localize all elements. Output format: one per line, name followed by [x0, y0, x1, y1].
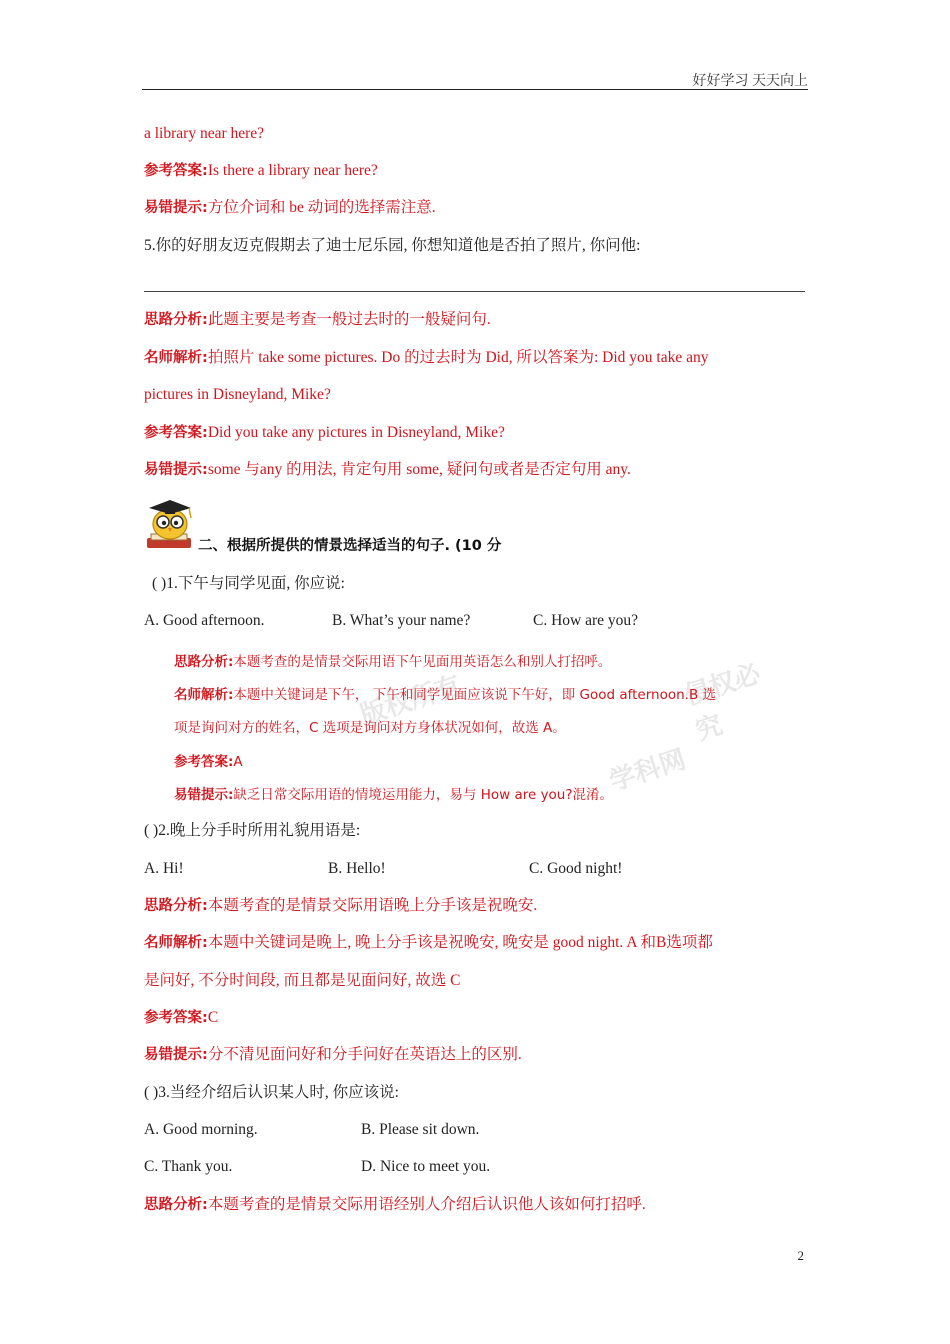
- page-number: 2: [797, 1248, 804, 1263]
- q5-answer-blank: [144, 291, 805, 292]
- s2-explain-1: 本题中关键词是晚上, 晚上分手该是祝晚安, 晚安是 good night. A 和B选项都: [207, 934, 713, 951]
- section-2-title: 二、根据所提供的情景选择适当的句子. (10 分: [198, 538, 502, 554]
- s1-answer: A: [233, 754, 243, 770]
- s1-prompt: ( )1.下午与同学见面, 你应说:: [152, 575, 345, 592]
- q5-analysis-line: [144, 310, 808, 330]
- q5-prompt: 5.你的好朋友迈克假期去了迪士尼乐园, 你想知道他是否拍了照片, 你问他:: [144, 237, 641, 254]
- s1-analysis: 本题考查的是情景交际用语下午见面用英语怎么和别人打招呼。: [233, 654, 612, 670]
- s2-answer-line: [144, 1008, 808, 1028]
- q4-tail: a library near here?: [144, 125, 265, 142]
- s2-analysis: 本题考查的是情景交际用语晚上分手该是祝晚安.: [207, 897, 538, 914]
- s1-explanation-image: [168, 640, 788, 812]
- q4-tip-label: 易错提示:: [144, 200, 208, 216]
- s1-answer-label: 参考答案:: [174, 754, 234, 770]
- q5-explain-2: pictures in Disneyland, Mike?: [144, 386, 331, 403]
- s1-explain-label: 名师解析:: [174, 687, 234, 703]
- s2-option-b: B. Hello!: [328, 860, 386, 877]
- q5-tip-line: [144, 460, 808, 480]
- watermark-copyright: 版权所有: [356, 670, 465, 732]
- s3-option-d: D. Nice to meet you.: [361, 1158, 491, 1175]
- s1-explain-line: [174, 683, 716, 703]
- watermark-warning: 侵权必究: [680, 658, 765, 747]
- s2-analysis-line: [144, 896, 808, 916]
- header-divider: [142, 89, 808, 90]
- s1-option-c: C. How are you?: [533, 612, 639, 629]
- q5-answer-line: [144, 423, 808, 443]
- owl-mascot-icon: [143, 494, 197, 552]
- s1-answer-line: [174, 750, 243, 770]
- s1-tip-line: [174, 783, 613, 803]
- s1-explain-2: 项是询问对方的姓名，C 选项是询问对方身体状况如何，故选 A。: [174, 720, 566, 736]
- q4-tip: 方位介词和 be 动词的选择需注意.: [207, 199, 436, 216]
- s3-prompt: ( )3.当经介绍后认识某人时, 你应该说:: [144, 1084, 399, 1101]
- q4-answer: Is there a library near here?: [207, 162, 378, 179]
- q4-tip-line: [144, 198, 808, 218]
- s1-tip: 缺乏日常交际用语的情境运用能力，易与 How are you?混淆。: [233, 787, 614, 803]
- s1-option-b: B. What’s your name?: [332, 612, 471, 629]
- q5-tip-label: 易错提示:: [144, 462, 208, 478]
- s2-analysis-label: 思路分析:: [144, 898, 208, 914]
- s2-tip-label: 易错提示:: [144, 1047, 208, 1063]
- s2-tip: 分不清见面问好和分手问好在英语达上的区别.: [207, 1046, 522, 1063]
- s2-answer: C: [207, 1009, 219, 1026]
- q5-answer: Did you take any pictures in Disneyland, Mike?: [207, 424, 505, 441]
- q5-explain-line: [144, 348, 808, 368]
- q5-explain-label: 名师解析:: [144, 350, 208, 366]
- s2-prompt: ( )2.晚上分手时所用礼貌用语是:: [144, 822, 361, 839]
- s1-analysis-label: 思路分析:: [174, 654, 234, 670]
- s3-analysis-label: 思路分析:: [144, 1197, 208, 1213]
- header-motto: 好好学习 天天向上: [692, 74, 808, 89]
- q5-analysis-label: 思路分析:: [144, 312, 208, 328]
- q5-explain-1: 拍照片 take some pictures. Do 的过去时为 Did, 所以答案为: Did you take any: [207, 349, 709, 366]
- s1-analysis-line: [174, 650, 611, 670]
- s2-explain-line: [144, 933, 808, 953]
- s2-option-a: A. Hi!: [144, 860, 184, 877]
- s2-explain-2: 是问好, 不分时间段, 而且都是见面问好, 故选 C: [144, 972, 461, 989]
- q5-analysis: 此题主要是考查一般过去时的一般疑问句.: [207, 311, 491, 328]
- watermark-site: 学科网: [606, 744, 690, 798]
- s2-explain-label: 名师解析:: [144, 935, 208, 951]
- s2-option-c: C. Good night!: [529, 860, 623, 877]
- s3-option-a: A. Good morning.: [144, 1121, 258, 1138]
- q4-answer-label: 参考答案:: [144, 163, 208, 179]
- s3-analysis-line: [144, 1195, 808, 1215]
- s3-option-c: C. Thank you.: [144, 1158, 233, 1175]
- s2-tip-line: [144, 1045, 808, 1065]
- s3-analysis: 本题考查的是情景交际用语经别人介绍后认识他人该如何打招呼.: [207, 1196, 646, 1213]
- s2-answer-label: 参考答案:: [144, 1010, 208, 1026]
- s1-tip-label: 易错提示:: [174, 787, 234, 803]
- s3-option-b: B. Please sit down.: [361, 1121, 480, 1138]
- s1-option-a: A. Good afternoon.: [144, 612, 265, 629]
- q4-answer-line: [144, 161, 808, 181]
- s1-explain-1: 本题中关键词是下午， 下午和同学见面应该说下午好，即 Good afternoon.B 选: [233, 687, 717, 703]
- q5-tip: some 与any 的用法, 肯定句用 some, 疑问句或者是否定句用 any.: [207, 461, 631, 478]
- q5-answer-label: 参考答案:: [144, 425, 208, 441]
